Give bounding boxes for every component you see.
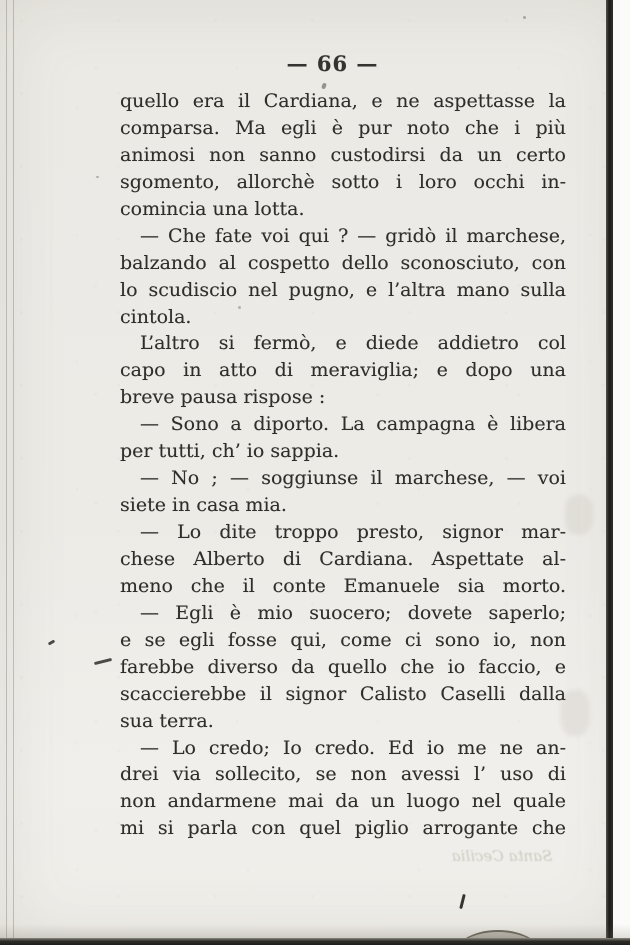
text-line: per tutti, ch’ io sappia.: [120, 440, 340, 463]
text-line: capo in atto di meraviglia; e dopo una: [120, 359, 566, 382]
text-line: sgomento, allorchè sotto i loro occhi in-: [120, 170, 566, 193]
ink-mark: [94, 658, 112, 665]
paper-speck: [523, 16, 526, 19]
text-line: meno che il conte Emanuele sia morto.: [120, 574, 566, 597]
text-line: non andarmene mai da un luogo nel quale: [120, 790, 566, 813]
gutter-streak: [13, 0, 14, 945]
text-line: farebbe diverso da quello che io faccio, e: [120, 655, 566, 678]
text-line: L’altro si fermò, e diede addietro col: [140, 332, 566, 355]
text-line: scaccierebbe il signor Calisto Caselli dalla: [120, 682, 566, 705]
text-line: animosi non sanno custodirsi da un certo: [120, 143, 566, 166]
text-line: — Che fate voi qui ? — gridò il marchese,: [140, 224, 566, 247]
text-line: — Lo dite troppo presto, signor mar-: [140, 521, 566, 543]
page-edge-line: [606, 0, 613, 945]
ink-mark: [459, 894, 466, 909]
page-bottom-shadow: [0, 924, 630, 938]
text-line: quello era il Cardiana, e ne aspettasse la: [120, 90, 566, 112]
text-line: comincia una lotta.: [120, 197, 305, 220]
page-edge-paper: [613, 0, 630, 945]
showthrough-blob: [565, 495, 593, 535]
text-line: breve pausa rispose :: [120, 386, 326, 409]
text-line: siete in casa mia.: [120, 494, 287, 517]
text-line: balzando al cospetto dello sconosciuto, con: [120, 251, 566, 274]
ink-mark: [48, 639, 56, 645]
paper-speck: [96, 176, 99, 178]
paper-speck: [238, 306, 241, 309]
text-line: chese Alberto di Cardiana. Aspettate al-: [120, 547, 566, 570]
text-line: lo scudiscio nel pugno, e l’altra mano sulla: [120, 278, 566, 301]
text-line: mi si parla con quel piglio arrogante che: [120, 817, 566, 840]
text-line: drei via sollecito, se non avessi l’ uso di: [120, 763, 566, 786]
text-line: — Sono a diporto. La campagna è libera: [140, 413, 566, 436]
showthrough-blob: [560, 690, 590, 736]
page-number: — 66 —: [286, 51, 379, 76]
gutter-streak: [6, 0, 7, 945]
page-bottom-edge: [0, 938, 630, 945]
text-line: sua terra.: [120, 709, 214, 732]
text-line: — Egli è mio suocero; dovete saperlo;: [140, 601, 566, 624]
book-gutter-shadow: [0, 0, 48, 945]
page-text: [120, 88, 566, 842]
text-line: e se egli fosse qui, come ci sono io, non: [120, 628, 566, 651]
text-line: — No ; — soggiunse il marchese, — voi: [140, 467, 566, 490]
paper-speck: [556, 420, 559, 422]
showthrough-text: Santa Cecilia: [451, 847, 553, 865]
text-line: — Lo credo; Io credo. Ed io me ne an-: [140, 736, 566, 759]
text-line: cintola.: [120, 305, 192, 328]
text-line: comparsa. Ma egli è pur noto che i più: [120, 116, 566, 139]
